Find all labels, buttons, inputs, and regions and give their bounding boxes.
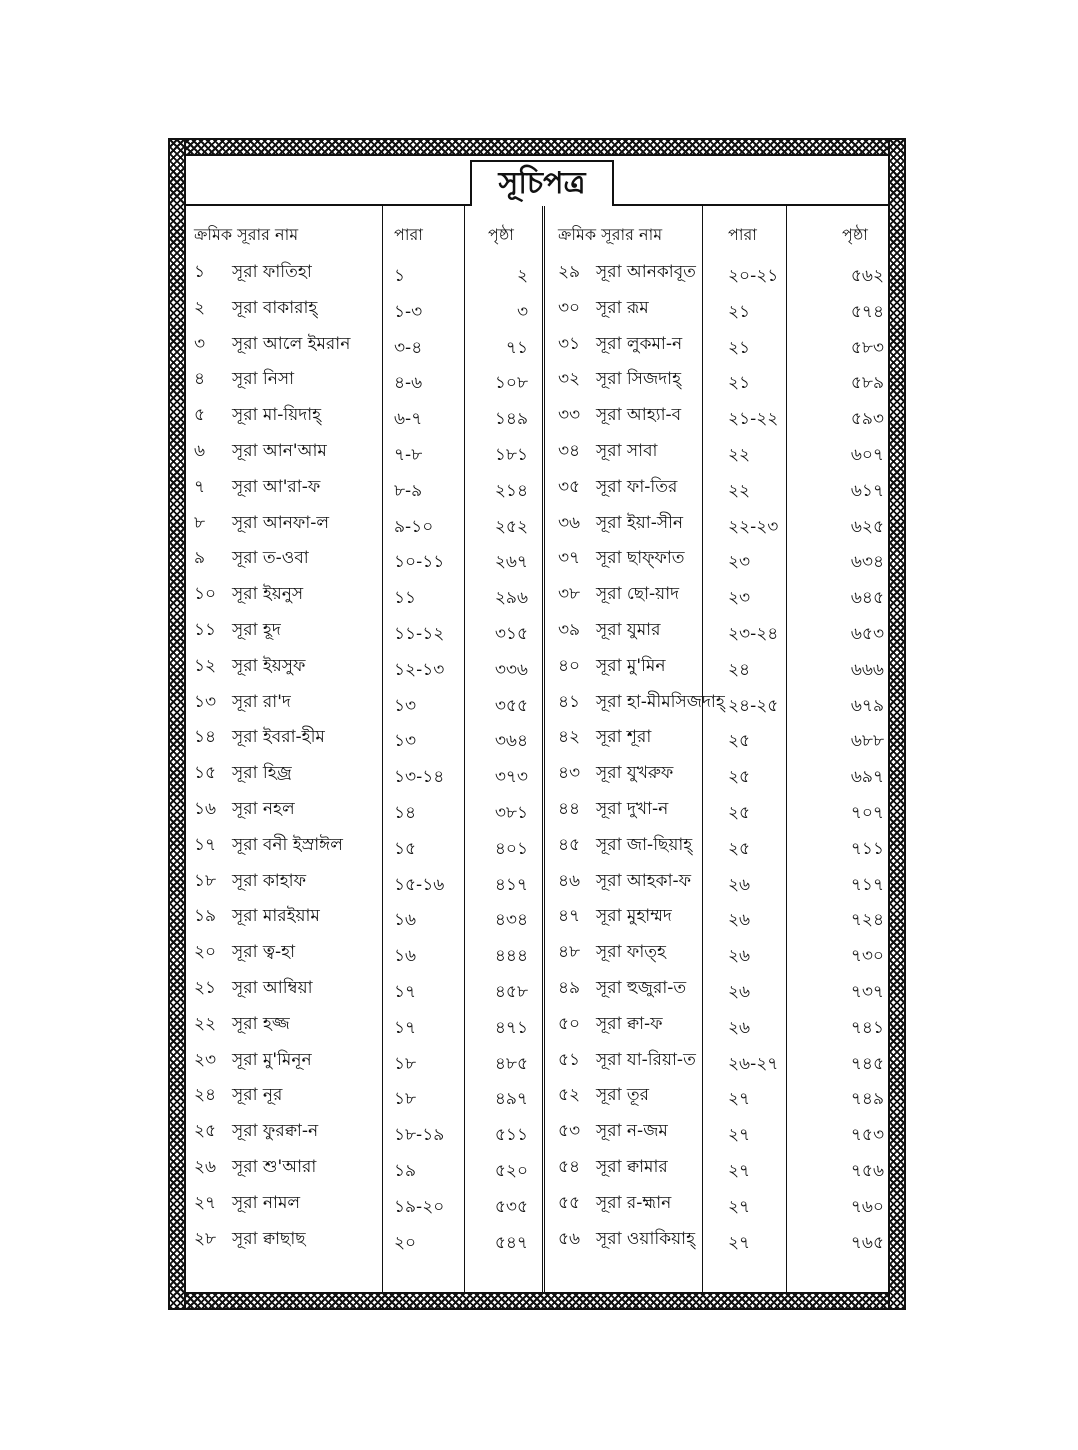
decorative-border-bottom [170,1292,904,1308]
para-value: ৭-৮ [394,445,423,465]
surah-number: ৩৯ [558,620,581,640]
table-row [194,435,327,469]
table-row [558,471,677,505]
surah-name: সূরা ইয়সুফ [232,655,306,676]
surah-name: সূরা দুখা-ন [596,799,669,819]
para-value: ২৭ [728,1196,751,1217]
surah-number: ৪১ [558,691,581,712]
page-value: ৬২৫ [850,516,884,537]
surah-number: ২৩ [194,1049,217,1070]
para-value: ১৫ [394,838,417,859]
surah-number: ২৫ [194,1121,217,1142]
para-value: ১৩ [394,695,417,716]
table-row [558,507,683,541]
surah-name: সূরা হুজুরা-ত [596,978,687,998]
column-divider [702,206,703,1292]
decorative-border-top [170,140,904,156]
table-row [558,1187,671,1221]
surah-name: সূরা যুমার [596,620,661,640]
table-row [194,900,320,934]
surah-name: সূরা যা-রিয়া-ত [596,1049,696,1070]
surah-name: সূরা ছাফ্ফাত [596,548,685,569]
surah-number: ১ [194,262,206,282]
table-row [558,435,657,469]
surah-name: সূরা হিজ্র [232,763,292,784]
surah-number: ১৭ [194,834,217,855]
table-row [194,1044,312,1078]
surah-name: সূরা বনী ইস্রাঈল [232,834,343,855]
para-value: ২৫ [728,838,751,859]
table-row [194,686,291,720]
table-row [558,256,696,290]
page-value: ২৬৭ [494,552,528,573]
surah-name: সূরা হূদ [232,620,281,640]
table-row [558,650,665,684]
para-value: ২১ [728,337,751,358]
header-para-right: পারা [728,225,757,244]
table-row [558,721,651,755]
surah-name: সূরা নূর [232,1085,283,1106]
surah-number: ৪৫ [558,834,581,855]
page-value: ৫২০ [494,1161,528,1181]
surah-name: সূরা রা'দ [232,691,291,712]
para-value: ১৫-১৬ [394,874,445,895]
surah-name: সূরা ত্ব-হা [232,942,296,963]
surah-name: সূরা ত-ওবা [232,548,309,569]
surah-number: ৫৬ [558,1228,581,1249]
para-value: ৩-৪ [394,337,423,358]
surah-name: সূরা মু'মিনূন [232,1049,312,1070]
page-value: ৭৫৬ [850,1161,884,1181]
table-row [194,721,325,755]
para-value: ১৮-১৯ [394,1125,445,1146]
para-value: ৪-৬ [394,373,423,394]
page-value: ৬৮৮ [850,731,884,752]
table-row [558,793,668,827]
surah-name: সূরা বাকারাহ্ [232,297,318,318]
table-row [194,614,281,648]
surah-name: সূরা সিজদাহ্ [596,369,682,390]
surah-name: সূরা যুখরুফ [596,763,674,784]
surah-number: ১৯ [194,906,217,927]
page-value: ৬৭৯ [850,695,884,716]
surah-name: সূরা ফাত্হ [596,942,666,963]
para-value: ২১ [728,373,751,394]
surah-name: সূরা মা-য়িদাহ্ [232,405,322,426]
table-row [194,363,294,397]
page-value: ৭১১ [850,838,884,859]
page-value: ৭৬০ [850,1196,884,1217]
surah-name: সূরা ক্বামার [596,1157,668,1177]
page-title: সূচিপত্র [470,160,614,206]
surah-name: সূরা আন'আম [232,441,327,461]
table-row [194,507,329,541]
surah-number: ৩২ [558,369,581,390]
surah-name: সূরা নিসা [232,369,295,390]
para-value: ২১-২২ [728,409,779,430]
surah-number: ৬ [194,441,206,461]
surah-name: সূরা ক্বাছাছ [232,1228,306,1249]
para-value: ১৭ [394,982,417,1002]
surah-number: ১৬ [194,799,217,819]
page-value: ৫১১ [494,1125,528,1146]
surah-number: ২২ [194,1013,217,1034]
surah-number: ৫০ [558,1013,581,1034]
table-row [558,399,681,433]
para-value: ১৪ [394,803,417,823]
para-value: ২৭ [728,1232,751,1253]
page-value: ৬৫৩ [850,624,884,644]
table-row [194,1115,318,1149]
para-value: ১৭ [394,1017,417,1038]
surah-number: ১৪ [194,727,217,748]
surah-name: সূরা আ'রা-ফ [232,476,321,497]
page-value: ৪৫৮ [494,982,528,1002]
table-row [558,578,679,612]
column-divider [786,206,787,1292]
page-value: ৪৪৪ [494,946,528,967]
surah-name: সূরা আলে ইমরান [232,333,351,354]
surah-number: ৩৮ [558,584,581,605]
surah-number: ২৪ [194,1085,217,1106]
page-value: ৪১৭ [494,874,528,895]
table-row [558,757,673,791]
decorative-border-right [888,140,904,1308]
page-value: ৪৯৭ [494,1089,528,1110]
surah-name: সূরা ইয়া-সীন [596,512,684,533]
surah-name: সূরা নহল [232,799,295,819]
para-value: ২৩ [728,588,751,609]
surah-number: ৫৩ [558,1121,581,1142]
table-row [558,972,686,1006]
surah-number: ১৫ [194,763,217,784]
page-value: ৭৪৯ [850,1089,884,1110]
page-value: ২৯৬ [494,588,528,609]
para-value: ২৫ [728,731,751,752]
para-value: ২৩-২৪ [728,624,779,644]
page-value: ৩৬৪ [494,731,528,752]
page-value: ৭১৭ [850,874,884,895]
para-value: ৬-৭ [394,409,423,430]
column-divider [464,206,465,1292]
table-row [194,865,306,899]
table-row [194,1079,282,1113]
surah-name: সূরা ওয়াকিয়াহ্ [596,1228,696,1249]
page-value: ৭৩৭ [850,982,884,1002]
para-value: ১০-১১ [394,552,445,573]
para-value: ১৩-১৪ [394,767,445,788]
page-value: ৫৭৪ [850,301,884,322]
table-row [558,1008,663,1042]
page-value: ৩৭৩ [494,767,528,788]
header-serial-name-left: ক্রমিক সূরার নাম [194,225,299,244]
decorative-border-left [170,140,186,1308]
para-value: ১১-১২ [394,624,445,644]
table-row [194,757,292,791]
column-divider [382,206,383,1292]
surah-number: ৩ [194,333,206,354]
page-value: ৪৩৪ [494,910,528,931]
para-value: ২৬-২৭ [728,1053,779,1074]
surah-number: ৩১ [558,333,581,354]
table-row [194,1151,316,1185]
surah-name: সূরা তূর [596,1085,650,1106]
surah-name: সূরা আনকাবূত [596,262,696,282]
surah-number: ৩৭ [558,548,581,569]
page-value: ৩৩৬ [494,659,528,680]
surah-name: সূরা লুকমা-ন [596,333,683,354]
header-serial-name-right: ক্রমিক সূরার নাম [558,225,663,244]
surah-number: ৪২ [558,727,581,748]
page-value: ৬৬৬ [850,659,884,680]
surah-name: সূরা আনফা-ল [232,512,330,533]
table-row [194,399,321,433]
page-value: ৬৯৭ [850,767,884,788]
table-row [558,1115,668,1149]
para-value: ১৬ [394,946,417,967]
surah-number: ৪৬ [558,870,581,891]
page-value: ৫৮৯ [850,373,884,394]
para-value: ৮-৯ [394,480,423,501]
para-value: ২৪ [728,659,751,680]
page-value: ৬৩৪ [850,552,884,573]
surah-name: সূরা ফাতিহা [232,262,312,282]
surah-number: ৫২ [558,1085,581,1106]
surah-name: সূরা শূরা [596,727,652,748]
surah-number: ৯ [194,548,206,569]
surah-number: ১২ [194,655,217,676]
table-row [194,972,313,1006]
table-row [558,1223,695,1257]
para-value: ১১ [394,588,417,609]
surah-number: ৪৭ [558,906,581,927]
table-row [194,936,295,970]
para-value: ১৮ [394,1089,417,1110]
surah-number: ২০ [194,942,217,963]
surah-name: সূরা হা-মীমসিজদাহ্ [596,691,725,712]
surah-number: ৪৪ [558,799,581,819]
surah-number: ২৬ [194,1157,217,1177]
surah-number: ৮ [194,512,206,533]
para-value: ১-৩ [394,301,423,322]
para-value: ১২-১৩ [394,659,445,680]
surah-number: ৭ [194,476,206,497]
table-row [194,1008,290,1042]
contents-page [168,138,906,1310]
table-row [194,650,305,684]
surah-number: ৪০ [558,655,581,676]
surah-name: সূরা ক্বা-ফ [596,1013,663,1034]
para-value: ২৬ [728,946,751,967]
page-value: ৫৬২ [850,266,884,286]
surah-name: সূরা ইয়নুস [232,584,304,605]
surah-name: সূরা ফা-তির [596,476,678,497]
surah-number: ৫৪ [558,1157,581,1177]
surah-name: সূরা আহকা-ফ [596,870,692,891]
table-row [558,363,681,397]
page-value: ৩৮১ [494,803,528,823]
table-row [558,328,682,362]
page-value: ৫৪৭ [494,1232,528,1253]
surah-name: সূরা ন-জম [596,1121,668,1142]
surah-name: সূরা আহ্যা-ব [596,405,682,426]
surah-name: সূরা র-হ্মান [596,1192,672,1213]
para-value: ২৭ [728,1089,751,1110]
table-row [558,829,692,863]
page-value: ৭৩০ [850,946,884,967]
page-value: ৩৫৫ [494,695,528,716]
page-value: ৪৭১ [494,1017,528,1038]
surah-name: সূরা হজ্জ [232,1013,290,1034]
surah-name: সূরা মারইয়াম [232,906,320,927]
para-value: ২৫ [728,803,751,823]
page-value: ২ [516,266,528,286]
page-value: ৭১ [505,337,528,358]
table-row [194,471,320,505]
para-value: ১৯-২০ [394,1196,445,1217]
table-row [558,542,685,576]
para-value: ২২-২৩ [728,516,779,537]
surah-name: সূরা ইবরা-হীম [232,727,325,748]
table-row [194,542,309,576]
page-value: ৭৪৫ [850,1053,884,1074]
surah-number: ১৮ [194,870,217,891]
page-value: ৬১৭ [850,480,884,501]
header-para-left: পারা [394,225,423,244]
table-row [558,936,666,970]
surah-number: ৫৫ [558,1192,581,1213]
surah-number: ১১ [194,620,217,640]
para-value: ২৫ [728,767,751,788]
para-value: ২১ [728,301,751,322]
para-value: ২২ [728,445,751,465]
page-value: ৫৩৫ [494,1196,528,1217]
page-value: ৬৪৫ [850,588,884,609]
surah-name: সূরা সাবা [596,441,658,461]
table-row [558,292,649,326]
table-row [558,686,725,720]
table-row [194,292,317,326]
para-value: ২৪-২৫ [728,695,779,716]
para-value: ১৮ [394,1053,417,1074]
para-value: ১৯ [394,1161,417,1181]
surah-number: ২৮ [194,1228,217,1249]
page-value: ৭৬৫ [850,1232,884,1253]
surah-number: ৪৯ [558,978,581,998]
surah-number: ৩০ [558,297,581,318]
table-row [558,900,672,934]
para-value: ২৬ [728,982,751,1002]
header-page-right: পৃষ্ঠা [842,225,868,244]
surah-name: সূরা নামল [232,1192,301,1213]
surah-number: ৩৬ [558,512,581,533]
page-value: ২৫২ [494,516,528,537]
table-row [194,328,350,362]
page-value: ৭৫৩ [850,1125,884,1146]
page-value: ২১৪ [494,480,528,501]
surah-name: সূরা জা-ছিয়াহ্ [596,834,693,855]
para-value: ২০-২১ [728,266,779,286]
surah-name: সূরা ফুরক্বা-ন [232,1121,319,1142]
page-value: ৫৯৩ [850,409,884,430]
surah-number: ৪৩ [558,763,581,784]
table-row [558,614,660,648]
surah-number: ২১ [194,978,217,998]
surah-number: ২ [194,297,206,318]
page-value: ৭২৪ [850,910,884,931]
para-value: ২৩ [728,552,751,573]
surah-number: ২৭ [194,1192,217,1213]
surah-number: ৩৪ [558,441,581,461]
table-row [194,578,303,612]
surah-number: ২৯ [558,262,581,282]
surah-number: ৩৩ [558,405,581,426]
surah-name: সূরা ছো-য়াদ [596,584,680,605]
table-row [558,1079,649,1113]
surah-number: ৫ [194,405,206,426]
page-value: ৫৮৩ [850,337,884,358]
para-value: ২৭ [728,1161,751,1181]
para-value: ২৭ [728,1125,751,1146]
table-row [194,256,312,290]
page-value: ১৪৯ [494,409,528,430]
table-row [558,1044,696,1078]
para-value: ২৬ [728,910,751,931]
page-value: ৬০৭ [850,445,884,465]
page-value: ৪৮৫ [494,1053,528,1074]
surah-name: সূরা কাহাফ [232,870,307,891]
surah-name: সূরা আম্বিয়া [232,978,313,998]
para-value: ২৬ [728,1017,751,1038]
para-value: ২২ [728,480,751,501]
center-divider [542,206,545,1292]
surah-number: ৪৮ [558,942,581,963]
table-row [194,793,295,827]
para-value: ১ [394,266,406,286]
surah-number: ৫১ [558,1049,581,1070]
para-value: ৯-১০ [394,516,434,537]
para-value: ১৬ [394,910,417,931]
page-value: ১০৮ [494,373,528,394]
para-value: ১৩ [394,731,417,752]
table-row [194,1223,306,1257]
page-value: ১৮১ [494,445,528,465]
page-value: ৭৪১ [850,1017,884,1038]
surah-name: সূরা শু'আরা [232,1157,317,1177]
page-value: ৪০১ [494,838,528,859]
surah-number: ১০ [194,584,217,605]
surah-name: সূরা মু'মিন [596,655,666,676]
page-value: ৩১৫ [494,624,528,644]
para-value: ২৬ [728,874,751,895]
surah-number: ১৩ [194,691,217,712]
surah-number: ৩৫ [558,476,581,497]
page-value: ৩ [516,301,528,322]
table-row [558,1151,668,1185]
table-row [194,829,343,863]
table-row [558,865,691,899]
para-value: ২০ [394,1232,417,1253]
surah-name: সূরা রূম [596,297,649,318]
surah-number: ৪ [194,369,206,390]
table-row [194,1187,300,1221]
header-page-left: পৃষ্ঠা [488,225,514,244]
surah-name: সূরা মুহাম্মদ [596,906,672,927]
page-value: ৭০৭ [850,803,884,823]
